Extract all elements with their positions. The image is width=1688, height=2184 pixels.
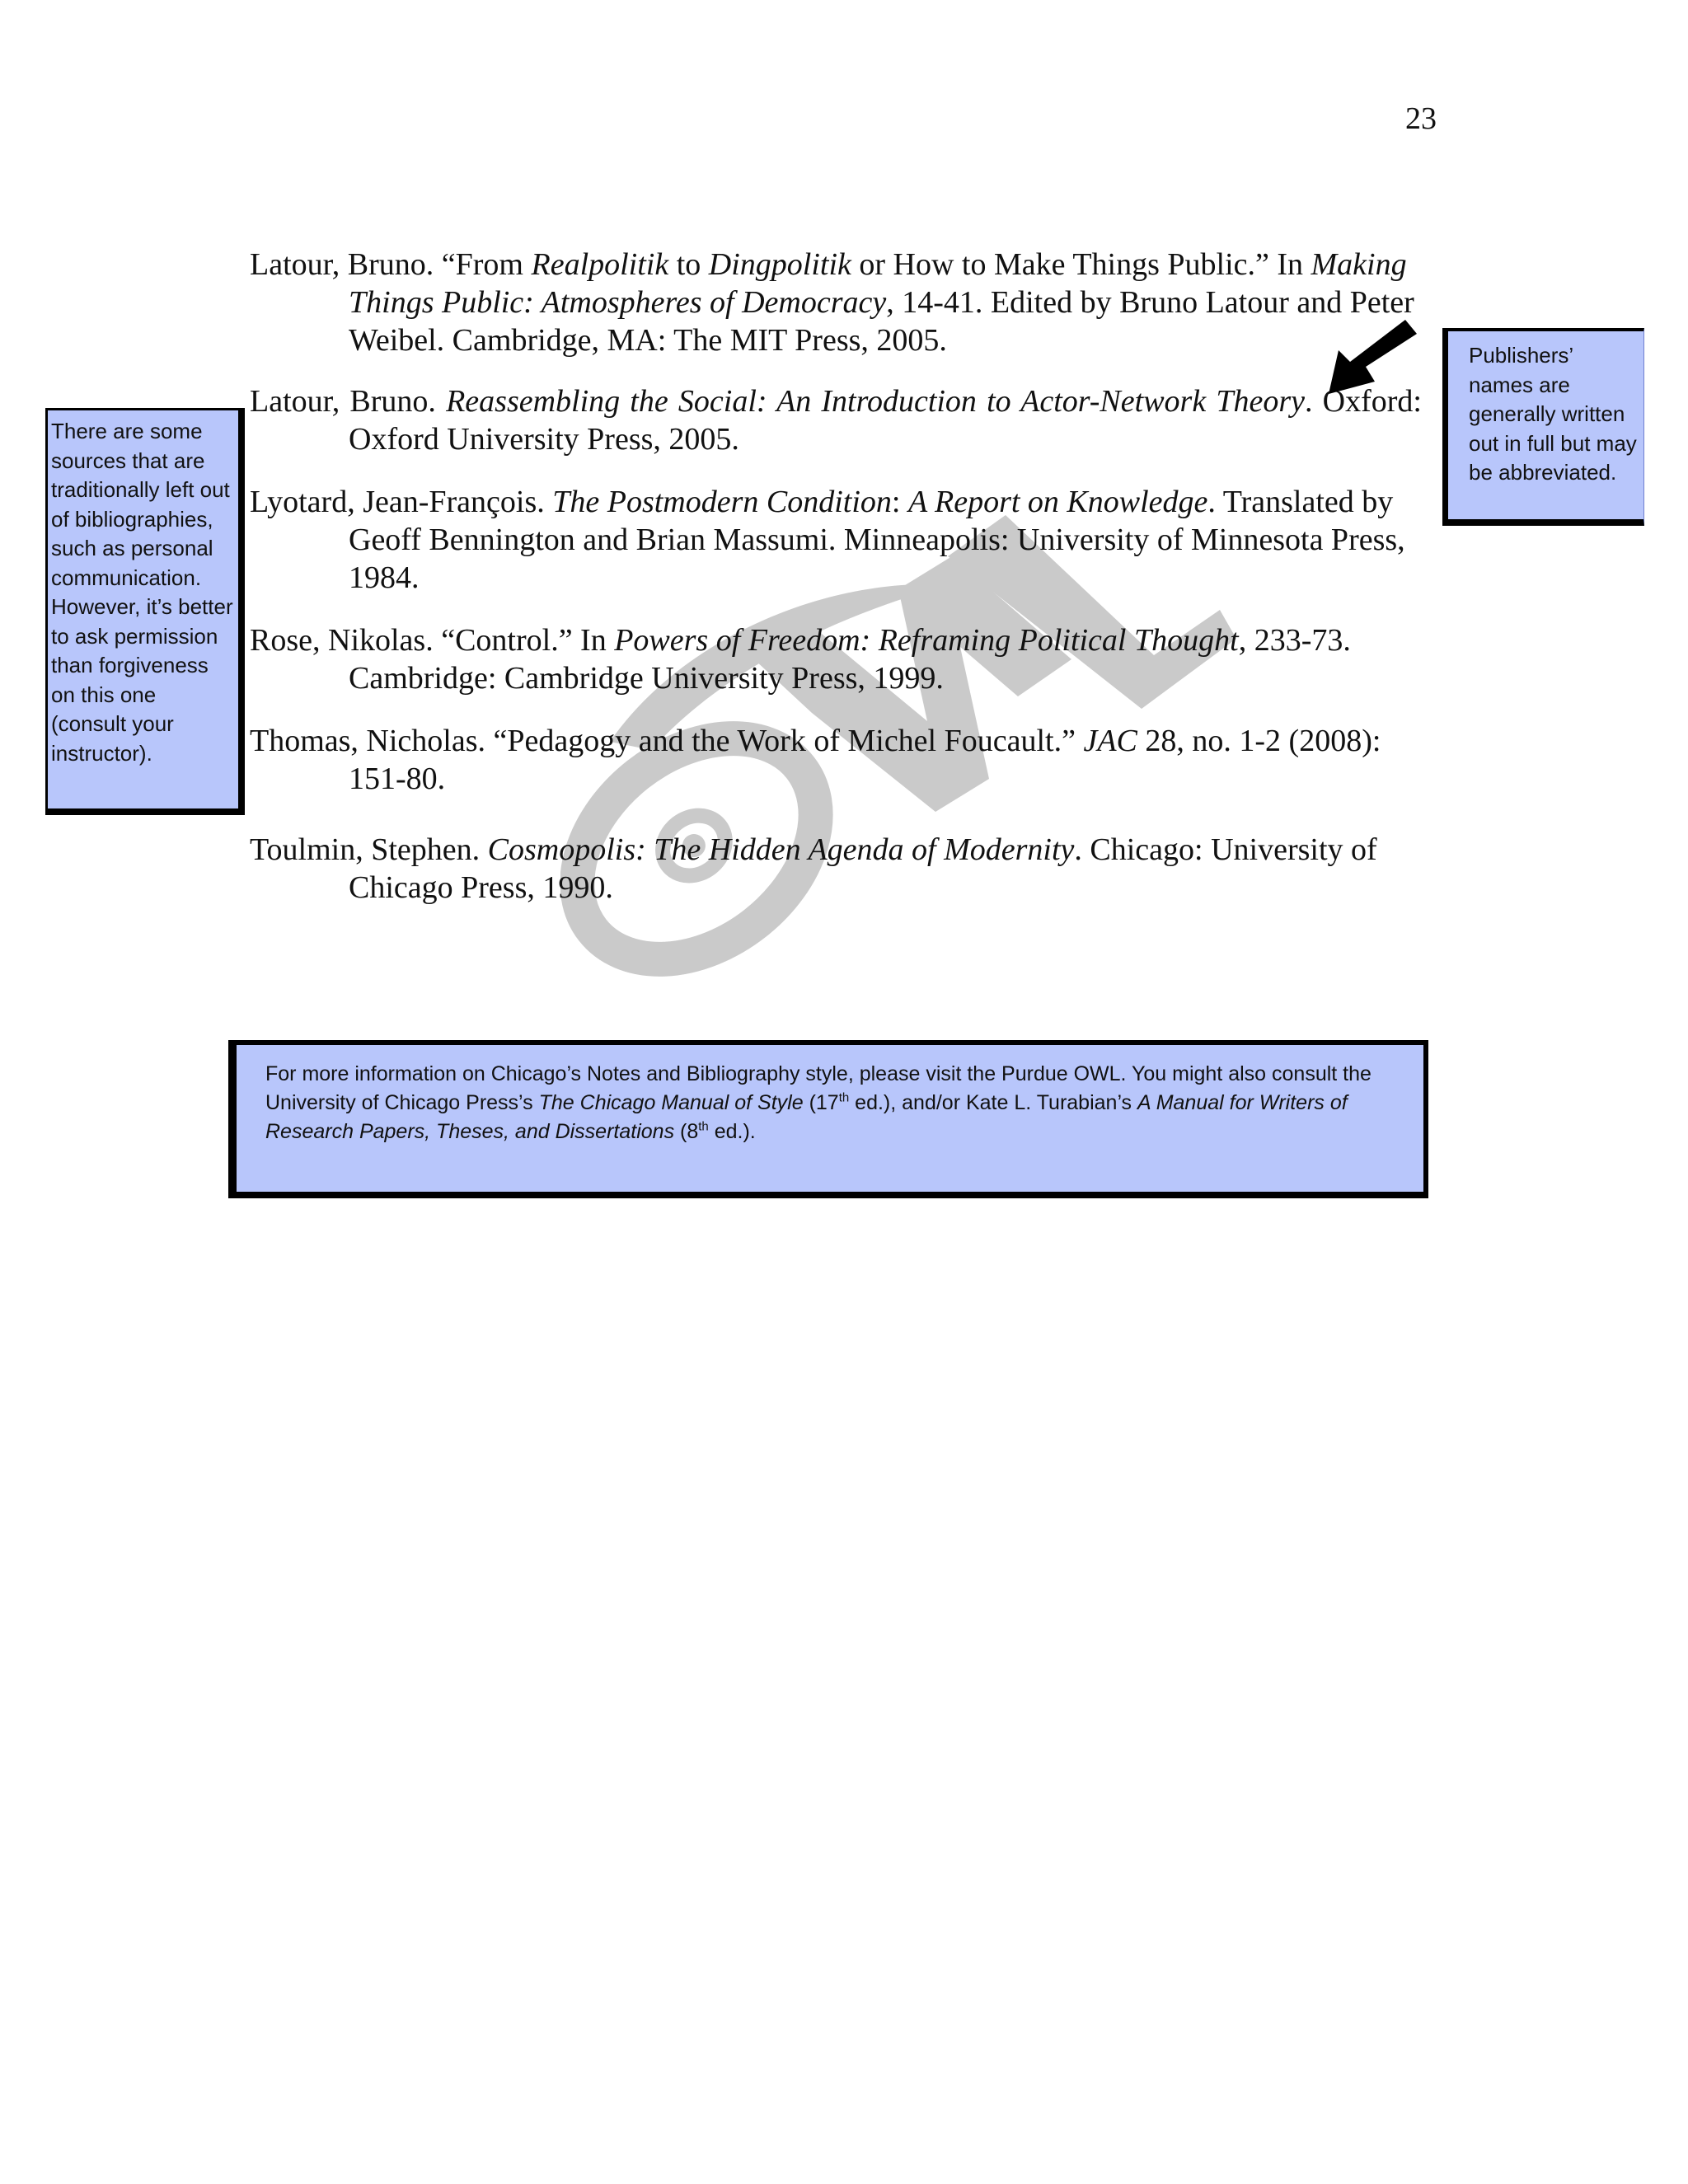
bibliography-entry-latour-reassembling: Latour, Bruno. Reassembling the Social: An Introduction to Actor-Network Theory. Oxford: Oxford University Press, 2005. <box>250 384 1422 457</box>
bibliography-entry-toulmin: Toulmin, Stephen. Cosmopolis: The Hidden Agenda of Modernity. Chicago: University of Chicago Press, 1990. <box>250 832 1377 905</box>
bibliography-list <box>250 246 1422 907</box>
info-text: For more information on Chicago’s Notes and Bibliography style, please visit the Purdue OWL. You might also consult the University of Chicago Press’s The Chicago Manual of Style (17th ed.), and/or Kate L. Turabian’s A Manual for Writers of Research Papers, Theses, and Dissertations (8th ed.). <box>265 1062 1372 1143</box>
sidebar-note-right <box>1442 328 1644 526</box>
sidebar-note-left <box>45 408 245 815</box>
arrow-down-left-icon <box>1327 316 1418 398</box>
bibliography-entry-lyotard: Lyotard, Jean-François. The Postmodern Condition: A Report on Knowledge. Translated by Geoff Bennington and Brian Massumi. Minneapolis: University of Minnesota Press, 1984. <box>250 485 1405 595</box>
bibliography-entry-thomas: Thomas, Nicholas. “Pedagogy and the Work of Michel Foucault.” JAC 28, no. 1-2 (2008): 151-80. <box>250 724 1381 796</box>
note-left-text: There are some sources that are traditionally left out of bibliographies, such as personal communication. However, it’s better to ask permission than forgiveness on this one (consult your instructor). <box>51 419 233 766</box>
info-callout-box <box>228 1040 1428 1198</box>
page-number: 23 <box>1405 101 1437 136</box>
bibliography-entry-rose: Rose, Nikolas. “Control.” In Powers of Freedom: Reframing Political Thought, 233-73. Cambridge: Cambridge University Press, 1999. <box>250 623 1351 696</box>
bibliography-entry-latour-realpolitik: Latour, Bruno. “From Realpolitik to Dingpolitik or How to Make Things Public.” In Making Things Public: Atmospheres of Democracy, 14-41. Edited by Bruno Latour and Peter Weibel. Cambridge, MA: The MIT Press, 2005. <box>250 247 1414 358</box>
note-right-text: Publishers’ names are generally written out in full but may be abbreviated. <box>1469 343 1637 485</box>
